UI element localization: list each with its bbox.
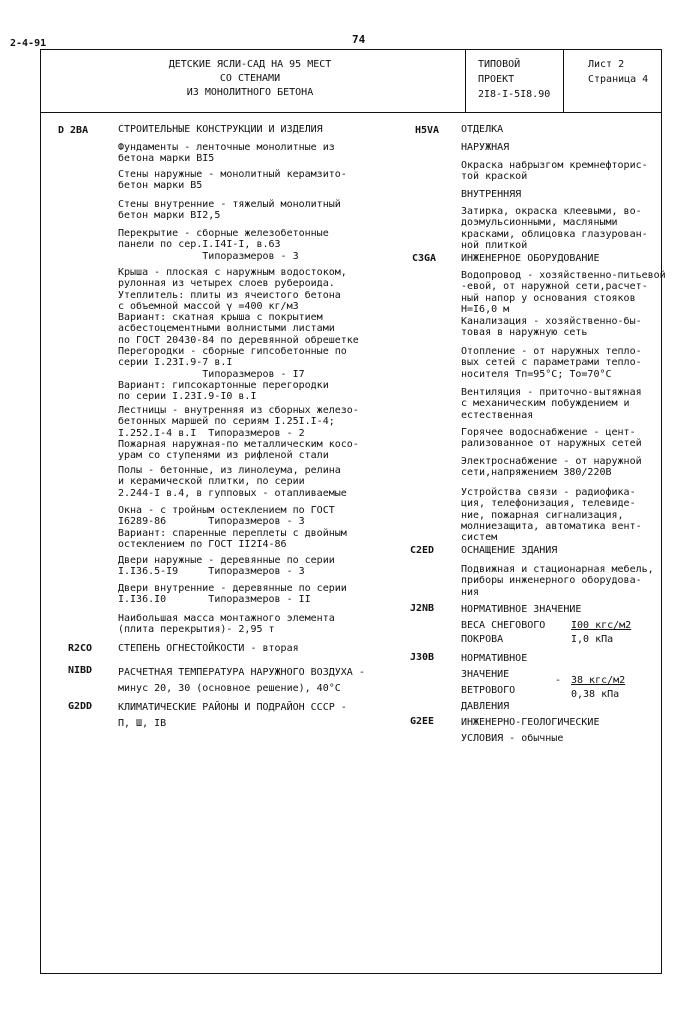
interior-heading: ВНУТРЕННЯЯ [461, 189, 522, 200]
outer-doors-text: Двери наружные - деревянные по серии I.I36.5-I9 Типоразмеров - 3 [118, 555, 335, 578]
inner-doors-text: Двери внутренние - деревянные по серии I.I36.I0 Типоразмеров - II [118, 583, 347, 606]
floor-slabs-text: Перекрытие - сборные железобетонные панели по сер.I.I4I-I, в.63 Типоразмеров - 3 [118, 228, 329, 262]
code-j30b: J30B [410, 652, 435, 663]
code-j2nb: J2NB [410, 603, 435, 614]
project-line-2: ПРОЕКТ [478, 74, 515, 85]
exterior-text: Окраска набрызгом кремнефторис- той краской [461, 160, 648, 183]
climate-text: КЛИМАТИЧЕСКИЕ РАЙОНЫ И ПОДРАЙОН СССР - П, Ш, IB [118, 702, 347, 729]
stairs-text: Лестницы - внутренняя из сборных железо- бетонных маршей по сериям I.25I.I-4; I.252.I-4 в.I Типоразмеров - 2 Пожарная наружная-по металлическим косо- урам со ступенями из рифленой стали [118, 405, 359, 462]
foundations-text: Фундаменты - ленточные монолитные из бетона марки BI5 [118, 142, 335, 165]
heading-constructions: СТРОИТЕЛЬНЫЕ КОНСТРУКЦИИ И ИЗДЕЛИЯ [118, 124, 323, 135]
header-divider-v2 [563, 49, 564, 112]
header-divider-v1 [465, 49, 466, 112]
wind-label-2: ВЕТРОВОГО [461, 685, 516, 696]
document-code: 2-4-91 [10, 38, 47, 49]
heading-engineering: ИНЖЕНЕРНОЕ ОБОРУДОВАНИЕ [461, 253, 600, 264]
page-number: 74 [352, 33, 366, 46]
interior-text: Затирка, окраска клеевыми, во- доэмульсионными, масляными красками, облицовка глазурован- ной плиткой [461, 206, 648, 251]
code-g2ee: G2EE [410, 716, 435, 727]
code-n1bd: NIBD [68, 665, 93, 676]
design-temp-text: РАСЧЕТНАЯ ТЕМПЕРАТУРА НАРУЖНОГО ВОЗДУХА - минус 20, 30 (основное решение), 40°C [118, 667, 365, 694]
title-line-1: ДЕТСКИЕ ЯСЛИ-САД НА 95 МЕСТ [168, 59, 332, 70]
snow-label: ВЕСА СНЕГОВОГО [461, 620, 546, 631]
code-d2ba: D 2BA [58, 125, 89, 136]
heading-finishing: ОТДЕЛКА [461, 124, 504, 135]
wind-value-kpa: 0,38 кПа [571, 689, 620, 700]
sheet-page: Страница 4 [588, 74, 649, 85]
wind-label-3: ДАВЛЕНИЯ [461, 701, 510, 712]
inner-walls-text: Стены внутренние - тяжелый монолитный бетон марки BI2,5 [118, 199, 341, 222]
wind-value-kgs: 38 кгс/м2 [571, 675, 626, 686]
heating-text: Отопление - от наружных тепло- вых сетей с параметрами тепло- носителя Тп=95°C; То=70°C [461, 346, 642, 380]
power-text: Электроснабжение - от наружной сети,напряжением 380/220B [461, 456, 642, 479]
partitions-text: Перегородки - сборные гипсобетонные по серии I.23I.9-7 в.I Типоразмеров - I7 Вариант: гипсокартонные перегородки по серии I.23I.9-I0 в.I [118, 346, 347, 403]
ventilation-text: Вентиляция - приточно-вытяжная с механическим побуждением и естественная [461, 387, 642, 421]
geo-heading: ИНЖЕНЕРНО-ГЕОЛОГИЧЕСКИЕ [461, 717, 600, 728]
sheet-number: Лист 2 [588, 59, 625, 70]
fire-resistance-text: СТЕПЕНЬ ОГНЕСТОЙКОСТИ - вторая [118, 643, 299, 654]
roof-text: Крыша - плоская с наружным водостоком, рулонная из четырех слоев рубероида. Утеплитель: плиты из ячеистого бетона с объемной массой γ =400 кг/м3 Вариант: скатная крыша с покрытием асбестоцементными волнистыми листами по ГОСТ 20430-84 по деревянной обрешетке [118, 267, 359, 346]
wind-dash: - [555, 675, 562, 686]
communications-text: Устройства связи - радиофика- ция, телефонизация, телевиде- ние, пожарная сигнализация, молниезащита, автоматика вент- систем [461, 487, 642, 544]
project-line-1: ТИПОВОЙ [478, 59, 521, 70]
header-divider [40, 112, 662, 113]
title-line-2: СО СТЕНАМИ [219, 73, 281, 84]
exterior-heading: НАРУЖНАЯ [461, 142, 510, 153]
document-title [120, 58, 380, 100]
sheet-block [588, 57, 648, 87]
heading-equipment: ОСНАЩЕНИЕ ЗДАНИЯ [461, 545, 558, 556]
floors-text: Полы - бетонные, из линолеума, релина и керамической плитки, по серии 2.244-I в.4, в гупповых - отапливаемые [118, 465, 347, 499]
snow-label-2: ПОКРОВА [461, 634, 504, 645]
code-h5va: H5VA [415, 125, 440, 136]
code-g2dd: G2DD [68, 701, 93, 712]
code-c2ed: C2ED [410, 545, 435, 556]
snow-heading: НОРМАТИВНОЕ ЗНАЧЕНИЕ [461, 604, 582, 615]
max-mass-text: Наибольшая масса монтажного элемента (плита перекрытия)- 2,95 т [118, 613, 335, 636]
windows-text: Окна - с тройным остеклением по ГОСТ I6289-86 Типоразмеров - 3 Вариант: спаренные переплеты с двойным остеклением по ГОСТ II2I4-86 [118, 505, 347, 550]
code-c3ga: C3GA [412, 253, 437, 264]
code-r2co: R2CO [68, 643, 93, 654]
project-block [478, 57, 550, 102]
snow-value-kpa: I,0 кПа [571, 634, 614, 645]
title-line-3: ИЗ МОНОЛИТНОГО БЕТОНА [186, 87, 314, 98]
sewer-text: Канализация - хозяйственно-бы- товая в наружную сеть [461, 316, 642, 339]
hot-water-text: Горячее водоснабжение - цент- рализованное от наружных сетей [461, 427, 642, 450]
outer-walls-text: Стены наружные - монолитный керамзито- бетон марки B5 [118, 169, 347, 192]
project-number: 2I8-I-5I8.90 [478, 89, 551, 100]
wind-heading: НОРМАТИВНОЕ [461, 653, 528, 664]
water-text: Водопровод - хозяйственно-питьевой -евой, от наружной сети,расчет- ный напор у основания стояков H=I6,0 м [461, 270, 666, 315]
wind-label-1: ЗНАЧЕНИЕ [461, 669, 510, 680]
geo-text: УСЛОВИЯ - обычные [461, 733, 564, 744]
equipment-text: Подвижная и стационарная мебель, приборы инженерного оборудова- ния [461, 564, 654, 598]
snow-value-kgs: I00 кгс/м2 [571, 620, 632, 631]
